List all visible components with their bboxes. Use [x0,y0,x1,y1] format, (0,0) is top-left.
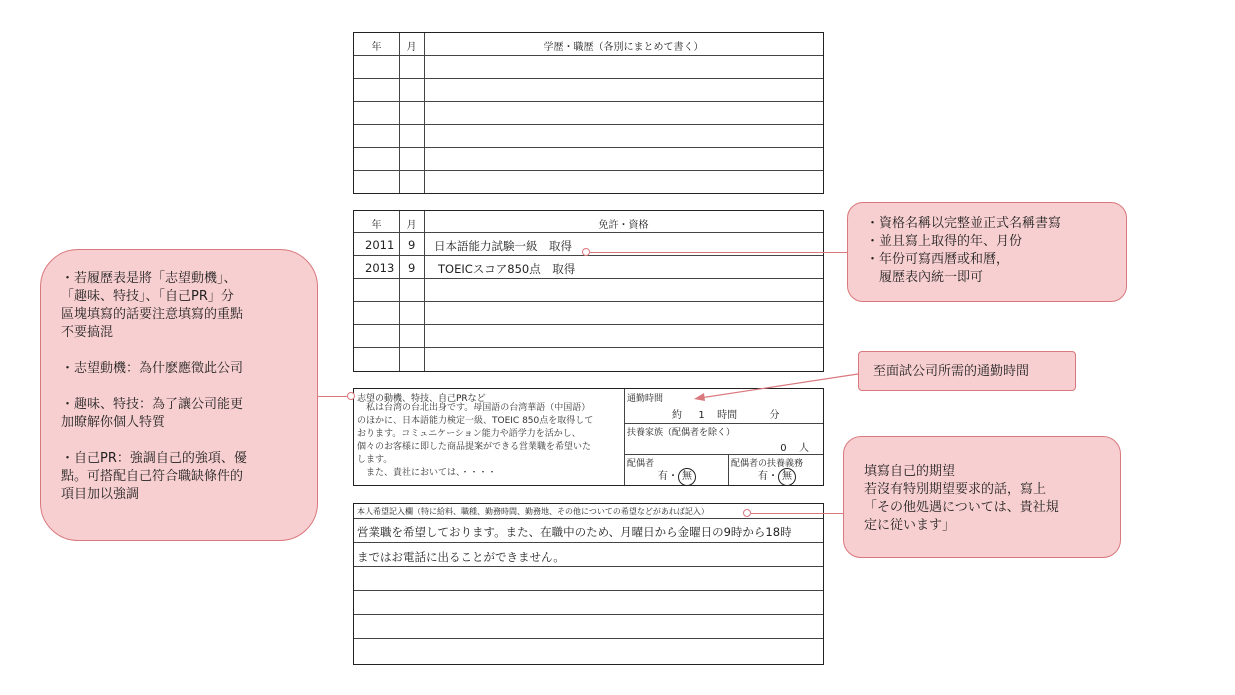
license-col-month: 月 [406,220,417,231]
motivation-line: します。 [357,455,393,465]
license-col-year: 年 [371,220,382,231]
history-row[interactable] [354,79,823,102]
history-col-content: 学歴・職歴（各別にまとめて書く） [543,42,704,53]
note-line: 若沒有特別期望要求的話，寫上 [864,482,1047,497]
note-line: 填寫自己的期望 [864,464,956,479]
motivation-line: のほかに、日本語能力検定一級、TOEIC 850点を取得して [357,416,594,426]
license-row[interactable] [354,302,823,325]
motivation-text[interactable] [357,402,623,480]
note-line: 至面試公司所需的通勤時間 [873,364,1030,379]
note-line: ・趣味、特技：為了讓公司能更 [61,397,244,412]
commute-value[interactable] [672,406,780,421]
spouse-support-choice[interactable] [758,467,796,486]
wishes-title: 本人希望記入欄（特に給料、職種、勤務時間、勤務地、その他についての希望などがあれば記入） [357,507,709,516]
note-commute [858,351,1076,391]
wishes-note-connector [751,513,843,514]
history-col-year: 年 [371,42,382,53]
dependents-value[interactable] [780,439,809,454]
note-line: 加瞭解你個人特質 [61,415,166,430]
license-row[interactable] [354,325,823,348]
motivation-line: 個々のお客様に即した商品提案ができる営業職を希望いた [357,442,592,452]
note-line: ・自己PR：強調自己的強項、優 [61,451,247,466]
note-line: 區塊填寫的話要注意填寫的重點 [61,307,244,322]
note-license [847,202,1127,302]
commute-minutes-unit: 分 [769,410,780,421]
wishes-row[interactable] [354,567,823,591]
license-year: 2011 [365,238,395,252]
commute-arrow [688,365,858,405]
commute-prefix: 約 [672,410,682,421]
commute-hours: 1 [698,410,705,421]
note-wishes [843,436,1121,558]
note-line: 項目加以強調 [61,487,140,502]
history-row[interactable] [354,148,823,171]
history-row[interactable] [354,56,823,79]
license-content: TOEICスコア850点 取得 [438,262,576,276]
wishes-row[interactable] [354,639,823,664]
note-line: 「趣味、特技」、「自己PR」分 [61,289,234,304]
education-history-table [353,32,824,194]
license-col-content: 免許・資格 [598,220,649,231]
note-line: 「その他処遇については、貴社規 [864,500,1059,515]
note-line: ・若履歷表是將「志望動機」、 [61,271,237,286]
spouse-label: 配偶者 [627,459,655,469]
note-line: ・資格名稱以完整並正式名稱書寫 [866,216,1062,231]
left-note-connector [318,396,350,397]
note-line: ・志望動機：為什麽應徵此公司 [61,361,244,376]
license-row[interactable] [354,279,823,302]
spouse-support-no-circled[interactable]: 無 [778,468,796,486]
commute-label: 通勤時間 [627,394,664,404]
license-month: 9 [408,261,416,275]
license-note-connector [590,252,847,253]
history-row[interactable] [354,125,823,148]
spouse-yes[interactable]: 有 [658,471,668,482]
dependents-label: 扶養家族（配偶者を除く） [627,428,736,438]
spouse-support-label: 配偶者の扶養義務 [731,459,804,469]
motivation-title: 志望の動機、特技、自己PRなど [357,394,486,404]
license-content: 日本語能力試験一級 取得 [434,239,572,253]
license-note-anchor-dot [582,248,590,256]
dependents-count: 0 [780,443,787,454]
spouse-support-sep: ・ [768,471,778,482]
motivation-line: 私は台湾の台北出身です。母国語の台湾華語（中国語） [357,403,591,413]
wishes-line-2: まではお電話に出ることができません。 [357,550,565,564]
wishes-row[interactable] [354,615,823,639]
note-line: ・並且寫上取得的年、月份 [866,234,1023,249]
spouse-no-circled[interactable]: 無 [678,468,696,486]
note-line: 不要搞混 [61,325,114,340]
wishes-row[interactable] [354,591,823,615]
wishes-note-anchor-dot [743,509,751,517]
history-row[interactable] [354,171,823,193]
note-line: 定に従います」 [864,518,956,533]
note-line: 履歷表內統一即可 [866,270,984,285]
note-left-tips [40,249,318,541]
note-line: 點。可搭配自己符合職缺條件的 [61,469,244,484]
license-month: 9 [408,238,416,252]
commute-hours-unit: 時間 [717,410,738,421]
motivation-line: おります。コミュニケーション能力や語学力を活かし、 [357,429,581,439]
history-col-month: 月 [406,42,417,53]
history-row[interactable] [354,102,823,125]
wishes-table [353,503,824,665]
wishes-line-1: 営業職を希望しております。また、在職中のため、月曜日から金曜日の9時から18時 [357,525,792,539]
dependents-unit: 人 [799,443,809,454]
spouse-support-yes[interactable]: 有 [758,471,768,482]
license-table [353,210,824,372]
left-note-anchor-dot [347,392,355,400]
note-line: ・年份可寫西曆或和曆， [866,252,1010,267]
license-year: 2013 [365,261,395,275]
spouse-choice[interactable] [658,467,696,486]
motivation-line: また、貴社においては、・・・・ [357,468,497,478]
spouse-sep: ・ [668,471,678,482]
license-row[interactable] [354,256,823,279]
